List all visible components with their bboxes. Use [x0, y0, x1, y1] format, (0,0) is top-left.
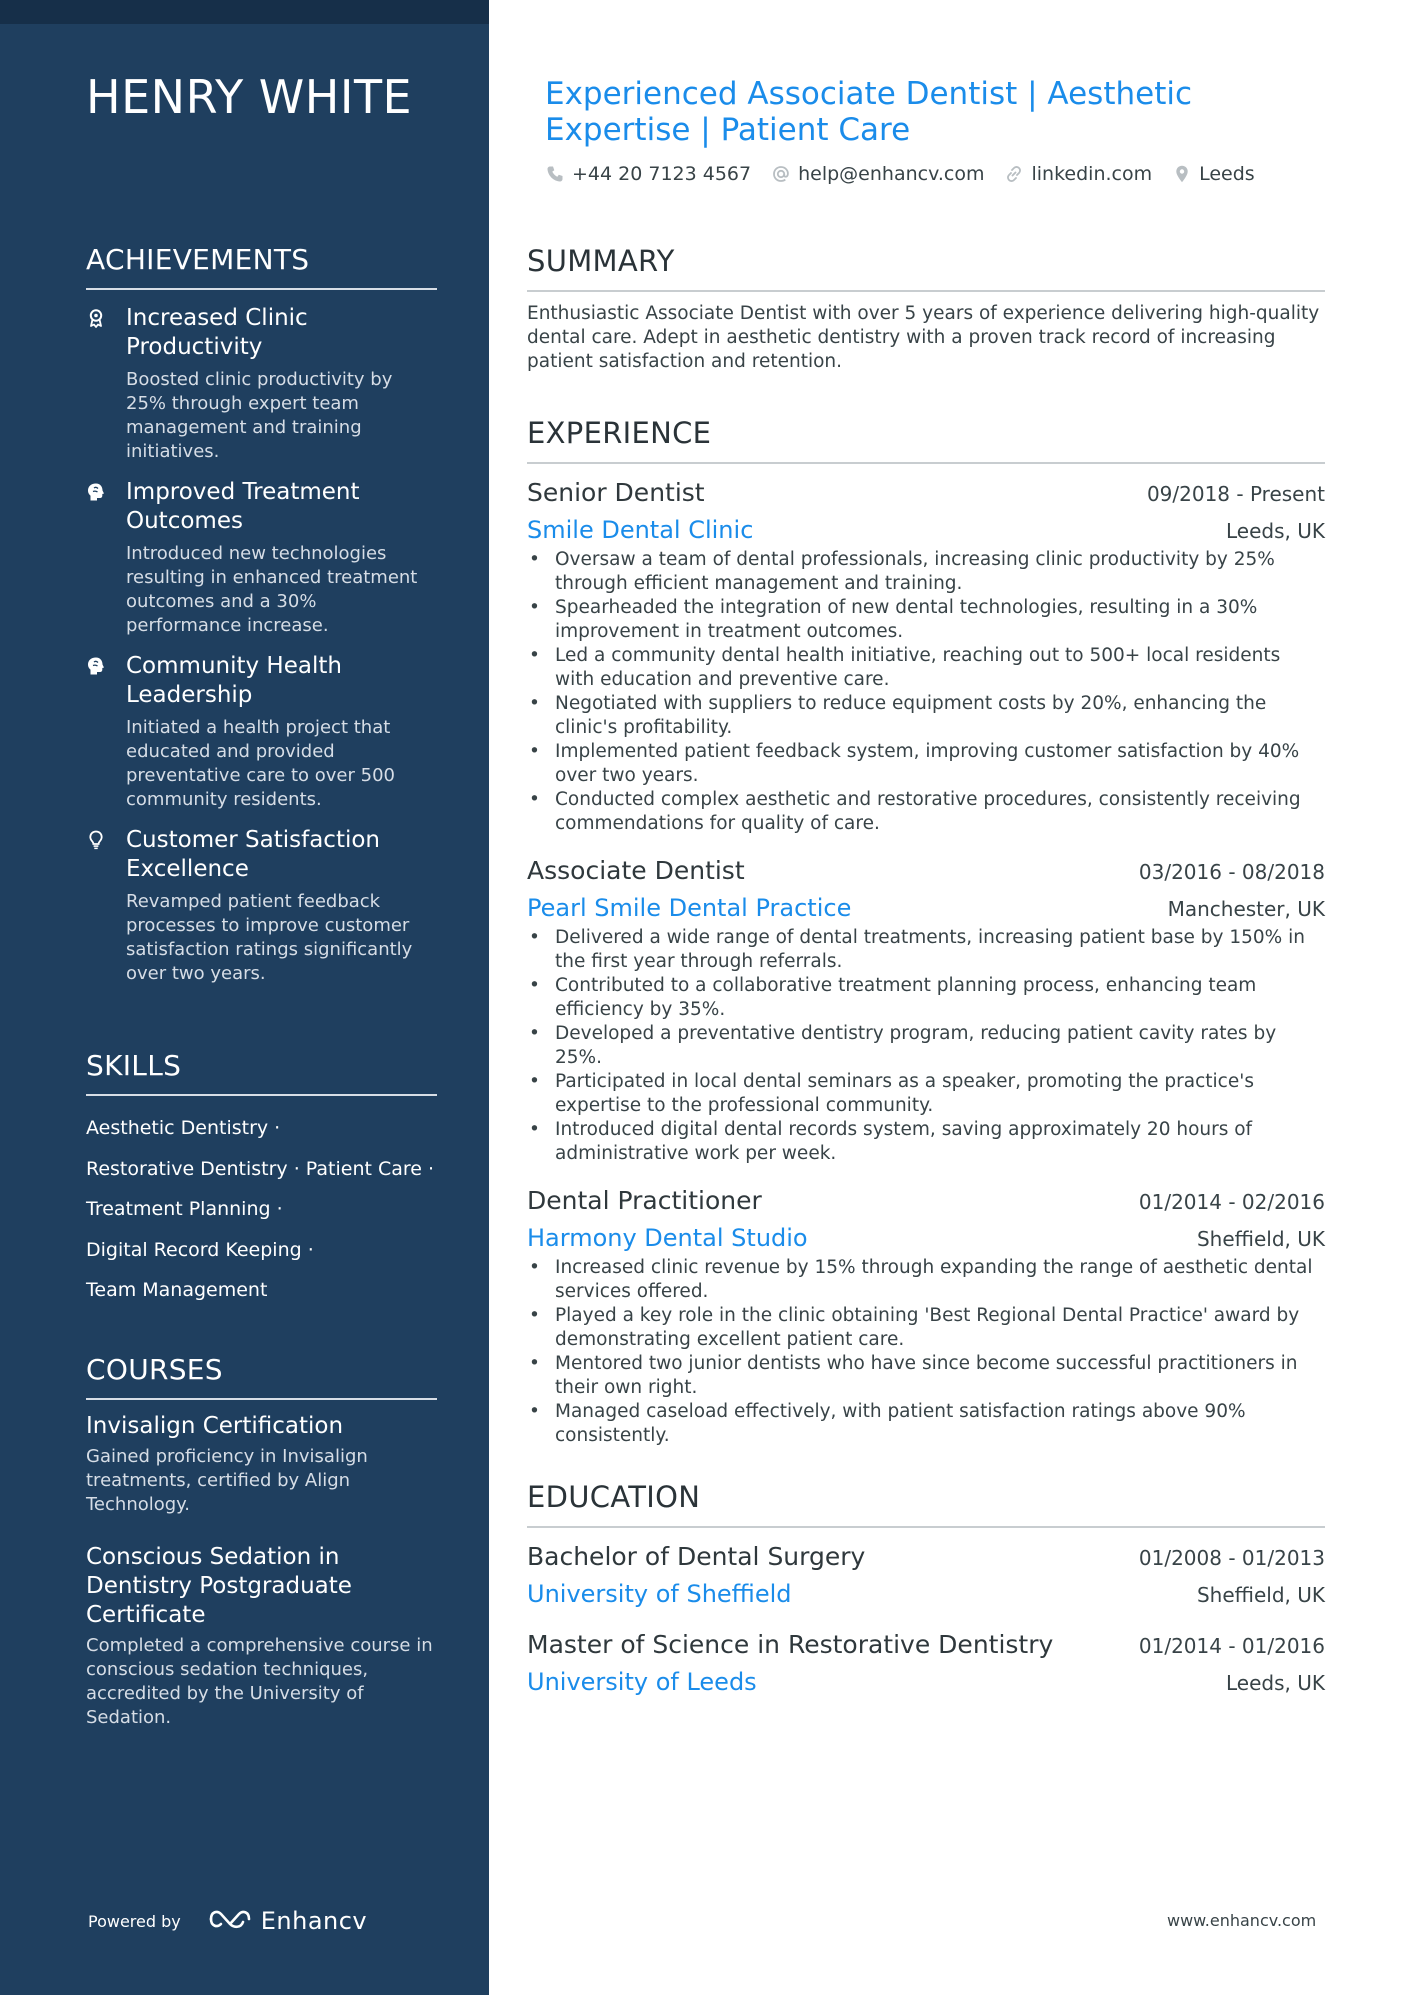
job-location: Leeds, UK	[1226, 519, 1325, 543]
summary-text: Enthusiastic Associate Dentist with over 5 years of experience delivering high-quality dental care. Adept in aesthetic dentistry with a proven track record of increasing patient satisfaction and retention.	[527, 303, 1320, 372]
location-text: Leeds	[1199, 163, 1255, 185]
job-dates: 01/2014 - 02/2016	[1138, 1190, 1325, 1214]
enhancv-logo-icon	[207, 1906, 253, 1936]
courses-section	[86, 1353, 437, 1756]
course-item	[86, 1543, 437, 1730]
achievement-item	[86, 304, 437, 464]
achievement-item	[86, 478, 437, 638]
summary-section	[527, 244, 1325, 374]
link-icon	[1004, 164, 1024, 184]
job-bullet: • Implemented patient feedback system, improving customer satisfaction by 40% over two years.	[527, 740, 1325, 788]
achievement-desc: Revamped patient feedback processes to improve customer satisfaction ratings significantly over two years.	[126, 891, 413, 984]
job-bullet: • Oversaw a team of dental professionals, increasing clinic productivity by 25% through efficient management and training.	[527, 548, 1325, 596]
award-icon	[86, 304, 126, 464]
job-bullet: • Played a key role in the clinic obtaining 'Best Regional Dental Practice' award by demonstrating excellent patient care.	[527, 1304, 1325, 1352]
achievement-desc: Initiated a health project that educated and provided preventative care to over 500 community residents.	[126, 717, 395, 810]
skill-item: Team Management	[86, 1279, 268, 1302]
sidebar-top-bar	[0, 0, 489, 24]
skill-item: Restorative Dentistry · Patient Care ·	[86, 1157, 435, 1180]
job-location: Manchester, UK	[1167, 897, 1325, 921]
contact-linkedin[interactable]	[1004, 163, 1152, 185]
achievement-title: Increased Clinic Productivity	[126, 305, 308, 360]
lightbulb-icon	[86, 826, 126, 986]
job-bullet: • Mentored two junior dentists who have since become successful practitioners in their own right.	[527, 1352, 1325, 1400]
job-bullet: • Conducted complex aesthetic and restorative procedures, consistently receiving commendations for quality of care.	[527, 788, 1325, 836]
job-entry	[527, 476, 1325, 836]
course-desc: Completed a comprehensive course in conscious sedation techniques, accredited by the University of Sedation.	[86, 1635, 433, 1728]
achievement-desc: Introduced new technologies resulting in enhanced treatment outcomes and a 30% performance increase.	[126, 543, 418, 636]
courses-heading: COURSES	[86, 1353, 437, 1400]
achievements-heading: ACHIEVEMENTS	[86, 243, 437, 290]
job-company: Harmony Dental Studio	[527, 1224, 808, 1252]
experience-section	[527, 416, 1325, 1448]
summary-heading: SUMMARY	[527, 244, 1325, 292]
job-company: Pearl Smile Dental Practice	[527, 894, 852, 922]
achievement-title: Community Health Leadership	[126, 653, 342, 708]
job-dates: 03/2016 - 08/2018	[1138, 860, 1325, 884]
education-school: University of Sheffield	[527, 1580, 792, 1608]
contact-location	[1172, 163, 1255, 185]
skills-heading: SKILLS	[86, 1049, 437, 1096]
achievement-title: Customer Satisfaction Excellence	[126, 827, 381, 882]
phone-text: +44 20 7123 4567	[572, 163, 752, 185]
job-bullets	[527, 926, 1325, 1166]
footer-url[interactable]: www.enhancv.com	[1167, 1911, 1317, 1930]
enhancv-brand: Enhancv	[260, 1907, 368, 1935]
job-entry	[527, 854, 1325, 1166]
contact-phone[interactable]	[545, 163, 751, 185]
education-entry	[527, 1628, 1325, 1698]
job-role: Associate Dentist	[527, 856, 745, 885]
job-bullet: • Delivered a wide range of dental treatments, increasing patient base by 150% in the first year through referrals.	[527, 926, 1325, 974]
job-role: Senior Dentist	[527, 478, 705, 507]
education-degree: Bachelor of Dental Surgery	[527, 1542, 866, 1571]
job-bullets	[527, 548, 1325, 836]
achievements-section	[86, 243, 437, 986]
skill-item: Aesthetic Dentistry ·	[86, 1117, 281, 1139]
education-degree: Master of Science in Restorative Dentistry	[527, 1630, 1054, 1659]
skills-section	[86, 1049, 437, 1319]
achievement-desc: Boosted clinic productivity by 25% through expert team management and training initiatives.	[126, 369, 393, 462]
education-location: Leeds, UK	[1226, 1671, 1325, 1695]
candidate-name: HENRY WHITE	[86, 70, 413, 124]
experience-heading: EXPERIENCE	[527, 416, 1325, 464]
email-text: help@enhancv.com	[798, 163, 985, 185]
powered-by	[88, 1906, 367, 1936]
course-title: Conscious Sedation in Dentistry Postgraduate Certificate	[86, 1544, 352, 1628]
job-bullet: • Increased clinic revenue by 15% through expanding the range of aesthetic dental services offered.	[527, 1256, 1325, 1304]
job-bullet: • Participated in local dental seminars as a speaker, promoting the practice's expertise to the professional community.	[527, 1070, 1325, 1118]
job-location: Sheffield, UK	[1196, 1227, 1325, 1251]
contact-bar	[545, 163, 1275, 185]
brain-icon	[86, 478, 126, 638]
brain-icon	[86, 652, 126, 812]
skill-item: Treatment Planning ·	[86, 1198, 283, 1221]
powered-by-label: Powered by	[88, 1911, 181, 1931]
course-title: Invisalign Certification	[86, 1413, 344, 1439]
job-bullet: • Contributed to a collaborative treatment planning process, enhancing team efficiency by 35%.	[527, 974, 1325, 1022]
headline: Experienced Associate Dentist | Aesthetic Expertise | Patient Care	[545, 76, 1193, 148]
at-icon	[771, 164, 791, 184]
job-bullet: • Developed a preventative dentistry program, reducing patient cavity rates by 25%.	[527, 1022, 1325, 1070]
education-dates: 01/2008 - 01/2013	[1138, 1546, 1325, 1570]
contact-email[interactable]	[771, 163, 984, 185]
job-bullet: • Managed caseload effectively, with patient satisfaction ratings above 90% consistently.	[527, 1400, 1325, 1448]
sidebar	[0, 0, 489, 1995]
job-bullet: • Introduced digital dental records system, saving approximately 20 hours of administrative work per week.	[527, 1118, 1325, 1166]
job-bullet: • Led a community dental health initiative, reaching out to 500+ local residents with education and preventive care.	[527, 644, 1325, 692]
linkedin-text: linkedin.com	[1031, 163, 1153, 185]
education-section	[527, 1480, 1325, 1698]
job-bullet: • Negotiated with suppliers to reduce equipment costs by 20%, enhancing the clinic's profitability.	[527, 692, 1325, 740]
job-role: Dental Practitioner	[527, 1186, 762, 1215]
education-school: University of Leeds	[527, 1668, 757, 1696]
education-entry	[527, 1540, 1325, 1610]
job-bullet: • Spearheaded the integration of new dental technologies, resulting in a 30% improvement in treatment outcomes.	[527, 596, 1325, 644]
skill-item: Digital Record Keeping ·	[86, 1238, 314, 1261]
job-dates: 09/2018 - Present	[1146, 482, 1325, 506]
achievement-title: Improved Treatment Outcomes	[126, 479, 360, 534]
education-dates: 01/2014 - 01/2016	[1138, 1634, 1325, 1658]
course-desc: Gained proficiency in Invisalign treatments, certified by Align Technology.	[86, 1446, 368, 1515]
education-location: Sheffield, UK	[1196, 1583, 1325, 1607]
phone-icon	[545, 164, 565, 184]
course-item	[86, 1412, 437, 1517]
job-bullets	[527, 1256, 1325, 1448]
job-entry	[527, 1184, 1325, 1448]
job-company: Smile Dental Clinic	[527, 516, 754, 544]
achievement-item	[86, 652, 437, 812]
education-heading: EDUCATION	[527, 1480, 1325, 1528]
achievement-item	[86, 826, 437, 986]
location-pin-icon	[1172, 164, 1192, 184]
